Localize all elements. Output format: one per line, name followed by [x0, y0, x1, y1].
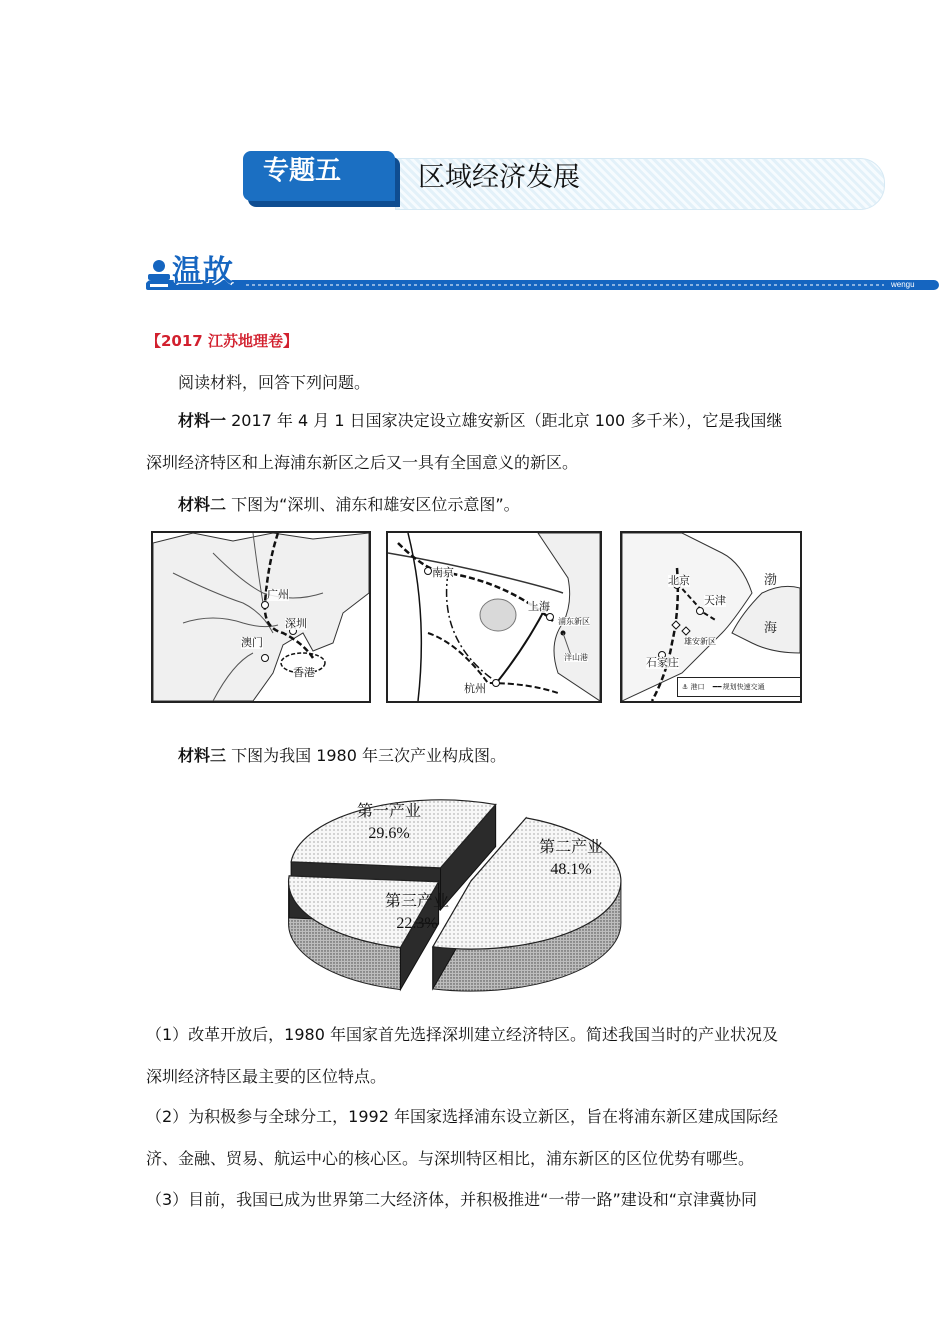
source-tag: 【2017 江苏地理卷】: [146, 332, 298, 350]
pie-svg: [285, 785, 630, 1000]
slice-value-tertiary: 22.3%: [396, 915, 438, 932]
material2-line: [178, 494, 520, 516]
question-3-line1: （3）目前，我国已成为世界第二大经济体，并积极推进“一带一路”建设和“京津冀协同: [146, 1190, 758, 1209]
label-hangzhou: 杭州: [464, 682, 486, 695]
slice-value-primary: 29.6%: [368, 825, 410, 842]
rail-line-icon: ━ ━: [712, 683, 721, 691]
question-1-line2: 深圳经济特区最主要的区位特点。: [146, 1067, 387, 1086]
label-shenzhen: 深圳: [285, 617, 307, 630]
material1-label: 材料一: [178, 411, 227, 430]
legend-port: 港口: [690, 683, 705, 691]
map-shenzhen-drawing: [153, 533, 369, 701]
label-bohai-2: 海: [764, 621, 778, 636]
section-label: 温故: [172, 254, 234, 289]
label-tianjin: 天津: [704, 594, 726, 607]
slice-name-secondary: 第二产业: [539, 839, 604, 856]
label-shijiazhuang: 石家庄: [646, 656, 679, 669]
label-yangshan: 洋山港: [564, 653, 588, 662]
label-beijing: 北京: [668, 574, 690, 587]
label-shanghai: 上海: [528, 600, 550, 613]
map-xiongan: [620, 531, 802, 703]
intro-text: 阅读材料，回答下列问题。: [178, 373, 371, 392]
map-pudong: [386, 531, 602, 703]
slice-label-primary: [357, 801, 421, 845]
reader-icon: [146, 258, 172, 292]
label-bohai-1: 渤: [764, 573, 778, 588]
question-1-line1: （1）改革开放后，1980 年国家首先选择深圳建立经济特区。简述我国当时的产业状况及: [146, 1025, 778, 1044]
page-title: 区域经济发展: [418, 162, 580, 193]
material1-line2: 深圳经济特区和上海浦东新区之后又一具有全国意义的新区。: [146, 453, 579, 472]
slice-name-primary: 第一产业: [357, 803, 422, 820]
material3-label: 材料三: [178, 746, 227, 765]
industry-pie-chart: [285, 785, 630, 1000]
map-xiongan-drawing: [622, 533, 800, 701]
material2-label: 材料二: [178, 495, 227, 514]
slice-label-secondary: [539, 837, 603, 881]
question-2-line1: （2）为积极参与全球分工，1992 年国家选择浦东设立新区，旨在将浦东新区建成国际经: [146, 1107, 778, 1126]
legend-rail: 规划快速交通: [722, 683, 765, 691]
map-shenzhen: [151, 531, 371, 703]
label-guangzhou: 广州: [267, 588, 289, 601]
question-2-line2: 济、金融、贸易、航运中心的核心区。与深圳特区相比，浦东新区的区位优势有哪些。: [146, 1149, 755, 1168]
material3-text: 下图为我国 1980 年三次产业构成图。: [226, 746, 506, 765]
section-divider: [146, 276, 939, 294]
section-sublabel: wengu: [891, 280, 915, 289]
label-nanjing: 南京: [432, 566, 454, 579]
material3-line: [178, 745, 506, 767]
label-macau: 澳门: [241, 636, 263, 649]
material2-text: 下图为“深圳、浦东和雄安区位示意图”。: [226, 495, 520, 514]
label-pudong: 浦东新区: [558, 617, 590, 626]
slice-label-tertiary: [385, 891, 449, 935]
label-xiongan: 雄安新区: [684, 637, 716, 646]
map-legend: [677, 677, 801, 697]
label-hongkong: 香港: [293, 666, 315, 679]
slice-value-secondary: 48.1%: [550, 861, 592, 878]
material1-line1: [178, 410, 782, 432]
slice-name-tertiary: 第三产业: [385, 893, 450, 910]
material1-text: 2017 年 4 月 1 日国家决定设立雄安新区（距北京 100 多千米），它是我国继: [226, 411, 783, 430]
topic-badge: 专题五: [243, 151, 395, 201]
port-icon: ⚓: [682, 683, 689, 691]
